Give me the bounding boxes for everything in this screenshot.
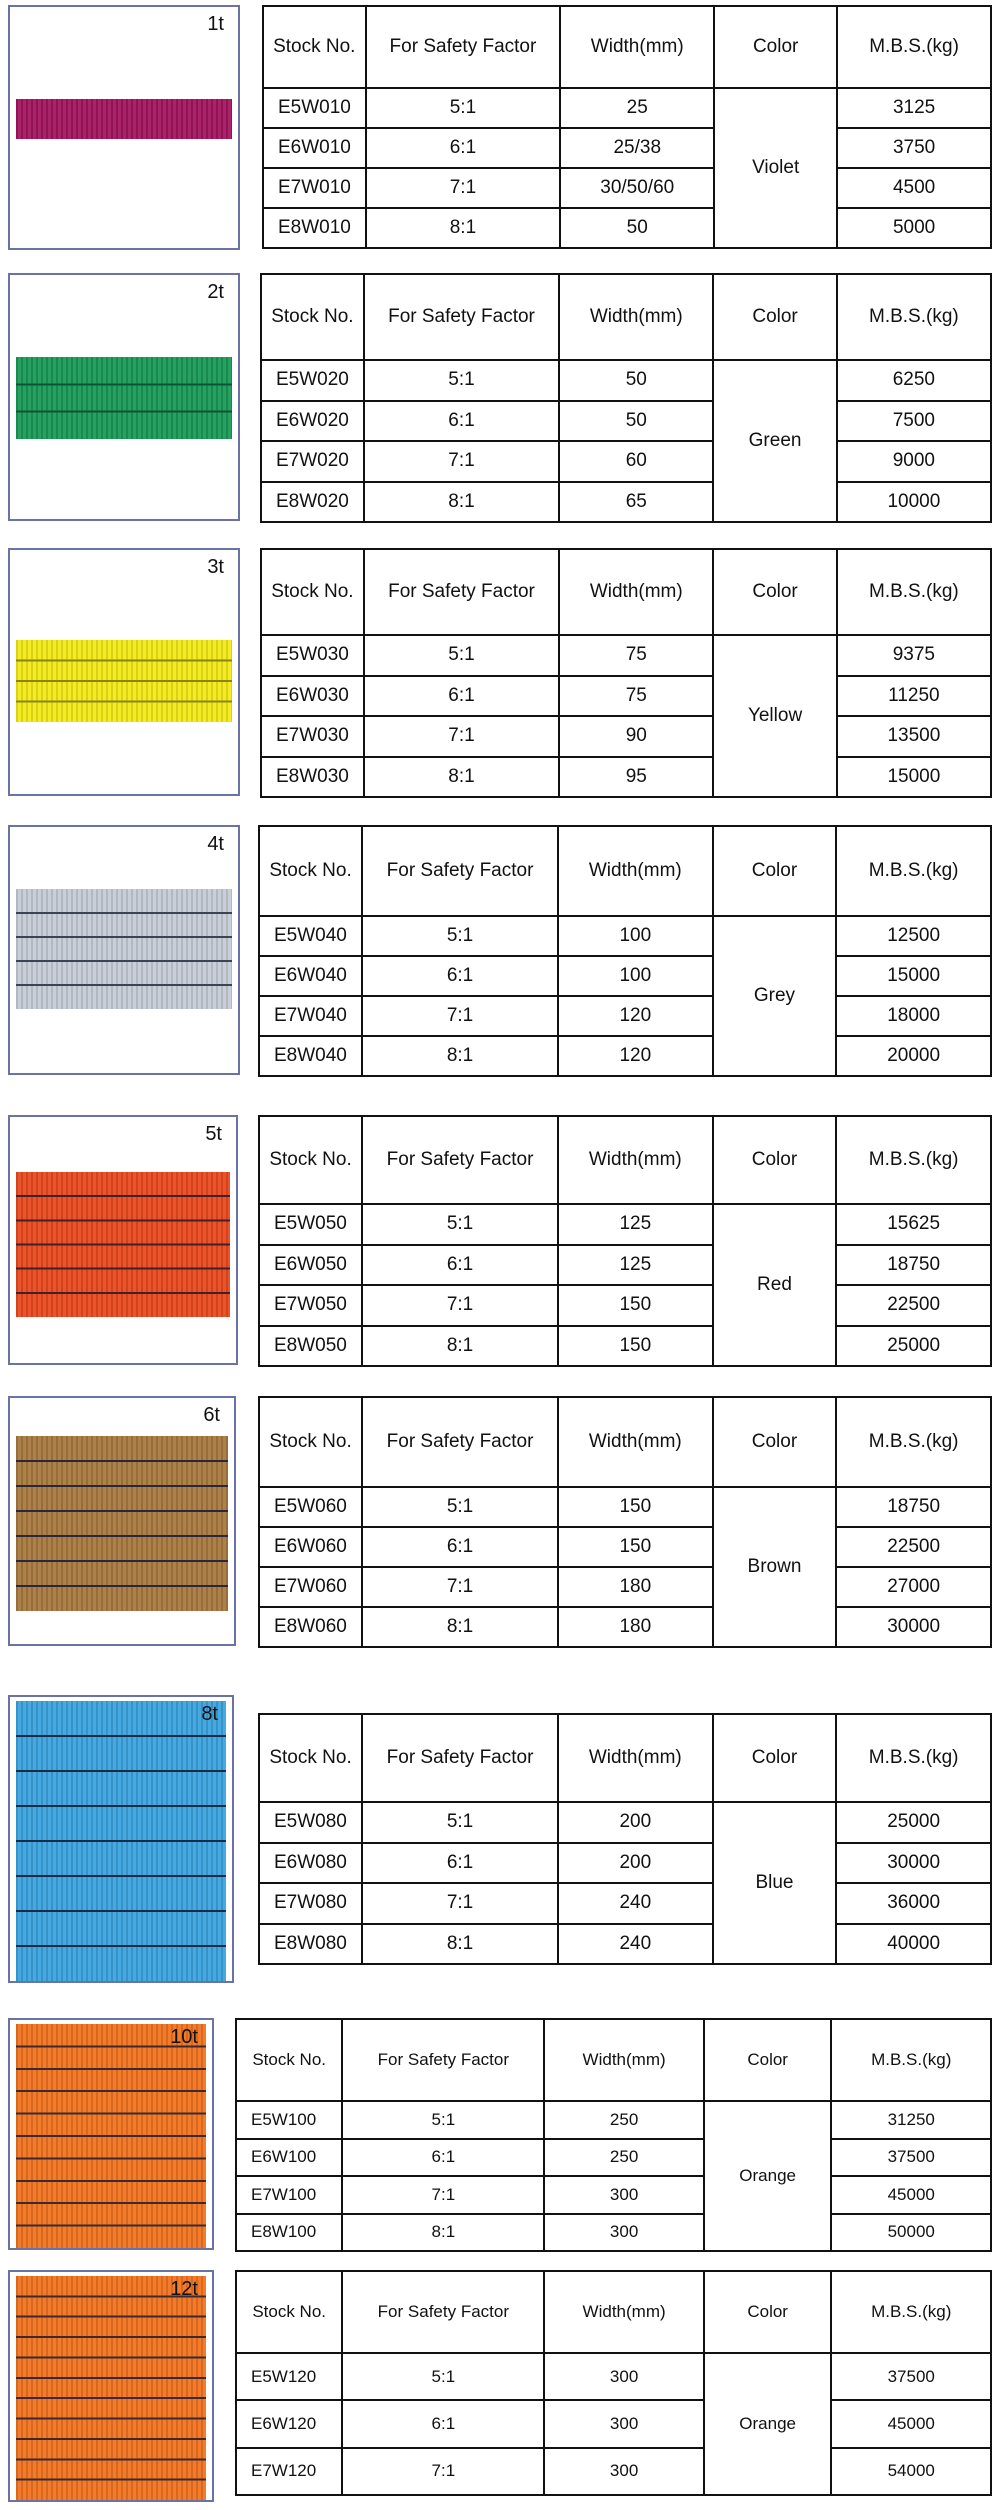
capacity-label: 2t [207,281,224,303]
mbs-cell: 6250 [837,360,991,401]
webbing-swatch-panel [8,5,240,250]
width-cell: 75 [559,635,713,676]
safety-factor-cell: 5:1 [362,1802,558,1843]
column-header: Width(mm) [558,826,713,916]
safety-factor-cell: 7:1 [364,716,559,757]
width-cell: 300 [544,2400,704,2447]
width-cell: 240 [558,1924,713,1965]
safety-factor-cell: 8:1 [364,482,559,523]
color-cell: Grey [713,916,837,1076]
stock-no-cell: E7W100 [236,2176,342,2214]
width-cell: 250 [544,2101,704,2139]
column-header: Color [704,2271,832,2353]
stock-no-cell: E5W050 [259,1204,362,1245]
spec-table [235,2018,992,2252]
webbing-swatch-panel [8,2018,214,2250]
table-row [259,1036,991,1076]
column-header: Color [713,826,837,916]
product-group-6t [0,1396,1000,1646]
mbs-cell: 36000 [836,1883,991,1924]
webbing-sample-image [16,1701,226,1981]
stock-no-cell: E6W050 [259,1245,362,1286]
stock-no-cell: E6W010 [263,128,366,168]
safety-factor-cell: 7:1 [342,2176,544,2214]
table-row [259,1204,991,1245]
table-row [261,482,991,523]
table-row [261,360,991,401]
product-group-5t [0,1115,1000,1365]
mbs-cell: 5000 [837,208,991,248]
width-cell: 50 [559,360,713,401]
safety-factor-cell: 8:1 [342,2214,544,2252]
stock-no-cell: E8W010 [263,208,366,248]
column-header: M.B.S.(kg) [831,2271,991,2353]
safety-factor-cell: 6:1 [362,1843,558,1884]
color-cell: Orange [704,2101,832,2251]
table-row [261,676,991,717]
webbing-swatch-panel [8,1396,236,1646]
webbing-swatch-panel [8,548,240,796]
width-cell: 100 [558,956,713,996]
table-row [259,1607,991,1647]
column-header: Color [704,2019,832,2101]
column-header: Width(mm) [559,274,713,360]
capacity-label: 8t [201,1703,218,1725]
safety-factor-cell: 5:1 [362,1487,558,1527]
webbing-sample-image [16,2276,206,2500]
mbs-cell: 18750 [836,1487,991,1527]
table-row [259,1487,991,1527]
column-header: M.B.S.(kg) [836,1397,991,1487]
width-cell: 150 [558,1285,713,1326]
safety-factor-cell: 8:1 [362,1607,558,1647]
stock-no-cell: E5W120 [236,2353,342,2400]
width-cell: 200 [558,1843,713,1884]
safety-factor-cell: 8:1 [362,1924,558,1965]
stock-no-cell: E5W040 [259,916,362,956]
webbing-swatch-panel [8,1115,238,1365]
webbing-sample-image [16,2024,206,2248]
mbs-cell: 30000 [836,1843,991,1884]
width-cell: 150 [558,1487,713,1527]
spec-table [260,548,992,798]
column-header: M.B.S.(kg) [837,549,991,635]
width-cell: 75 [559,676,713,717]
table-header-row [236,2271,991,2353]
table-header-row [261,549,991,635]
spec-table [258,1115,992,1367]
column-header: Color [713,1116,837,1204]
width-cell: 300 [544,2214,704,2252]
stock-no-cell: E5W030 [261,635,364,676]
stock-no-cell: E6W080 [259,1843,362,1884]
safety-factor-cell: 8:1 [362,1326,558,1367]
table-row [261,441,991,482]
width-cell: 25 [560,88,714,128]
mbs-cell: 15625 [836,1204,991,1245]
table-row [236,2214,991,2252]
column-header: Width(mm) [544,2271,704,2353]
capacity-label: 1t [207,13,224,35]
column-header: Stock No. [259,1116,362,1204]
table-row [263,208,991,248]
webbing-sample-image [16,1436,228,1611]
column-header: Color [713,1714,837,1802]
safety-factor-cell: 6:1 [342,2400,544,2447]
table-header-row [236,2019,991,2101]
table-row [263,128,991,168]
safety-factor-cell: 5:1 [362,916,558,956]
stock-no-cell: E5W060 [259,1487,362,1527]
safety-factor-cell: 8:1 [362,1036,558,1076]
column-header: Stock No. [236,2271,342,2353]
column-header: Stock No. [261,549,364,635]
width-cell: 120 [558,996,713,1036]
column-header: Stock No. [259,826,362,916]
table-header-row [261,274,991,360]
column-header: M.B.S.(kg) [831,2019,991,2101]
spec-table [262,5,992,249]
column-header: Color [714,6,837,88]
mbs-cell: 20000 [836,1036,991,1076]
column-header: For Safety Factor [364,274,559,360]
mbs-cell: 15000 [836,956,991,996]
mbs-cell: 4500 [837,168,991,208]
table-row [259,1285,991,1326]
width-cell: 250 [544,2139,704,2177]
safety-factor-cell: 5:1 [364,635,559,676]
webbing-sample-image [16,640,232,722]
stock-no-cell: E5W020 [261,360,364,401]
webbing-swatch-panel [8,825,240,1075]
width-cell: 150 [558,1326,713,1367]
column-header: Color [713,549,836,635]
width-cell: 200 [558,1802,713,1843]
stock-no-cell: E7W120 [236,2448,342,2495]
product-group-8t [0,1695,1000,1983]
spec-table [235,2270,992,2496]
mbs-cell: 9000 [837,441,991,482]
mbs-cell: 12500 [836,916,991,956]
width-cell: 300 [544,2353,704,2400]
table-row [259,996,991,1036]
column-header: Color [713,274,836,360]
table-row [259,1843,991,1884]
safety-factor-cell: 5:1 [364,360,559,401]
table-header-row [259,1116,991,1204]
width-cell: 150 [558,1527,713,1567]
safety-factor-cell: 8:1 [366,208,561,248]
safety-factor-cell: 6:1 [342,2139,544,2177]
column-header: M.B.S.(kg) [837,274,991,360]
capacity-label: 5t [205,1123,222,1145]
width-cell: 100 [558,916,713,956]
safety-factor-cell: 8:1 [364,757,559,798]
column-header: Width(mm) [558,1397,713,1487]
product-group-4t [0,825,1000,1075]
column-header: M.B.S.(kg) [837,6,991,88]
spec-table [260,273,992,523]
stock-no-cell: E8W100 [236,2214,342,2252]
webbing-sample-image [16,889,232,1009]
width-cell: 50 [560,208,714,248]
column-header: Width(mm) [559,549,713,635]
spec-table [258,1713,992,1965]
table-header-row [259,1714,991,1802]
mbs-cell: 22500 [836,1527,991,1567]
table-row [259,1326,991,1367]
table-row [236,2400,991,2447]
color-cell: Brown [713,1487,837,1647]
safety-factor-cell: 7:1 [362,1567,558,1607]
column-header: M.B.S.(kg) [836,826,991,916]
table-row [261,635,991,676]
safety-factor-cell: 6:1 [362,1245,558,1286]
webbing-sample-image [16,1172,230,1317]
stock-no-cell: E7W010 [263,168,366,208]
safety-factor-cell: 6:1 [364,676,559,717]
column-header: M.B.S.(kg) [836,1116,991,1204]
mbs-cell: 22500 [836,1285,991,1326]
mbs-cell: 18750 [836,1245,991,1286]
stock-no-cell: E8W020 [261,482,364,523]
stock-no-cell: E6W120 [236,2400,342,2447]
width-cell: 60 [559,441,713,482]
mbs-cell: 54000 [831,2448,991,2495]
stock-no-cell: E5W100 [236,2101,342,2139]
column-header: Width(mm) [558,1714,713,1802]
width-cell: 95 [559,757,713,798]
mbs-cell: 13500 [837,716,991,757]
product-group-1t [0,5,1000,250]
mbs-cell: 37500 [831,2353,991,2400]
capacity-label: 3t [207,556,224,578]
column-header: Color [713,1397,837,1487]
column-header: Stock No. [261,274,364,360]
safety-factor-cell: 6:1 [364,401,559,442]
safety-factor-cell: 5:1 [342,2101,544,2139]
mbs-cell: 11250 [837,676,991,717]
column-header: Width(mm) [558,1116,713,1204]
safety-factor-cell: 7:1 [342,2448,544,2495]
stock-no-cell: E8W030 [261,757,364,798]
stock-no-cell: E8W080 [259,1924,362,1965]
capacity-label: 4t [207,833,224,855]
safety-factor-cell: 6:1 [362,956,558,996]
width-cell: 125 [558,1245,713,1286]
safety-factor-cell: 5:1 [362,1204,558,1245]
stock-no-cell: E6W060 [259,1527,362,1567]
table-row [259,1527,991,1567]
table-header-row [259,1397,991,1487]
column-header: For Safety Factor [364,549,559,635]
table-row [259,916,991,956]
table-row [236,2176,991,2214]
column-header: For Safety Factor [342,2019,544,2101]
stock-no-cell: E7W020 [261,441,364,482]
column-header: Stock No. [236,2019,342,2101]
stock-no-cell: E5W080 [259,1802,362,1843]
webbing-swatch-panel [8,273,240,521]
width-cell: 25/38 [560,128,714,168]
width-cell: 120 [558,1036,713,1076]
safety-factor-cell: 5:1 [366,88,561,128]
column-header: For Safety Factor [362,1397,558,1487]
width-cell: 180 [558,1567,713,1607]
width-cell: 65 [559,482,713,523]
capacity-label: 12t [170,2278,198,2300]
column-header: For Safety Factor [362,1116,558,1204]
mbs-cell: 27000 [836,1567,991,1607]
stock-no-cell: E7W040 [259,996,362,1036]
table-row [259,1802,991,1843]
mbs-cell: 9375 [837,635,991,676]
webbing-sample-image [16,357,232,439]
table-row [236,2139,991,2177]
color-cell: Red [713,1204,837,1366]
webbing-sample-image [16,99,232,139]
table-row [261,401,991,442]
table-row [236,2353,991,2400]
mbs-cell: 31250 [831,2101,991,2139]
stock-no-cell: E7W050 [259,1285,362,1326]
color-cell: Green [713,360,836,522]
width-cell: 300 [544,2176,704,2214]
width-cell: 300 [544,2448,704,2495]
color-cell: Violet [714,88,837,248]
table-row [263,88,991,128]
column-header: Stock No. [259,1714,362,1802]
spec-table [258,1396,992,1648]
width-cell: 90 [559,716,713,757]
column-header: For Safety Factor [342,2271,544,2353]
table-row [259,1883,991,1924]
stock-no-cell: E6W040 [259,956,362,996]
product-group-3t [0,548,1000,796]
safety-factor-cell: 7:1 [364,441,559,482]
table-row [259,1567,991,1607]
table-row [236,2101,991,2139]
product-group-12t [0,2270,1000,2502]
safety-factor-cell: 5:1 [342,2353,544,2400]
mbs-cell: 7500 [837,401,991,442]
capacity-label: 6t [203,1404,220,1426]
stock-no-cell: E8W060 [259,1607,362,1647]
webbing-swatch-panel [8,1695,234,1983]
safety-factor-cell: 7:1 [366,168,561,208]
stock-no-cell: E6W020 [261,401,364,442]
stock-no-cell: E5W010 [263,88,366,128]
table-row [259,956,991,996]
mbs-cell: 18000 [836,996,991,1036]
table-row [259,1924,991,1965]
color-cell: Yellow [713,635,836,797]
table-row [261,716,991,757]
mbs-cell: 45000 [831,2400,991,2447]
mbs-cell: 25000 [836,1802,991,1843]
spec-table [258,825,992,1077]
mbs-cell: 50000 [831,2214,991,2252]
stock-no-cell: E7W080 [259,1883,362,1924]
mbs-cell: 25000 [836,1326,991,1367]
mbs-cell: 3750 [837,128,991,168]
column-header: For Safety Factor [362,1714,558,1802]
column-header: Width(mm) [544,2019,704,2101]
table-header-row [263,6,991,88]
table-row [261,757,991,798]
color-cell: Blue [713,1802,837,1964]
stock-no-cell: E6W100 [236,2139,342,2177]
stock-no-cell: E8W050 [259,1326,362,1367]
safety-factor-cell: 7:1 [362,1285,558,1326]
safety-factor-cell: 7:1 [362,996,558,1036]
mbs-cell: 3125 [837,88,991,128]
mbs-cell: 15000 [837,757,991,798]
stock-no-cell: E6W030 [261,676,364,717]
mbs-cell: 45000 [831,2176,991,2214]
column-header: Stock No. [259,1397,362,1487]
mbs-cell: 37500 [831,2139,991,2177]
width-cell: 180 [558,1607,713,1647]
product-group-10t [0,2018,1000,2250]
safety-factor-cell: 6:1 [366,128,561,168]
mbs-cell: 40000 [836,1924,991,1965]
width-cell: 30/50/60 [560,168,714,208]
width-cell: 125 [558,1204,713,1245]
product-group-2t [0,273,1000,521]
column-header: Width(mm) [560,6,714,88]
safety-factor-cell: 7:1 [362,1883,558,1924]
stock-no-cell: E8W040 [259,1036,362,1076]
width-cell: 240 [558,1883,713,1924]
table-header-row [259,826,991,916]
mbs-cell: 10000 [837,482,991,523]
color-cell: Orange [704,2353,832,2495]
table-row [236,2448,991,2495]
stock-no-cell: E7W030 [261,716,364,757]
webbing-swatch-panel [8,2270,214,2502]
table-row [263,168,991,208]
capacity-label: 10t [170,2026,198,2048]
column-header: Stock No. [263,6,366,88]
width-cell: 50 [559,401,713,442]
column-header: For Safety Factor [366,6,561,88]
column-header: For Safety Factor [362,826,558,916]
table-row [259,1245,991,1286]
safety-factor-cell: 6:1 [362,1527,558,1567]
mbs-cell: 30000 [836,1607,991,1647]
column-header: M.B.S.(kg) [836,1714,991,1802]
stock-no-cell: E7W060 [259,1567,362,1607]
